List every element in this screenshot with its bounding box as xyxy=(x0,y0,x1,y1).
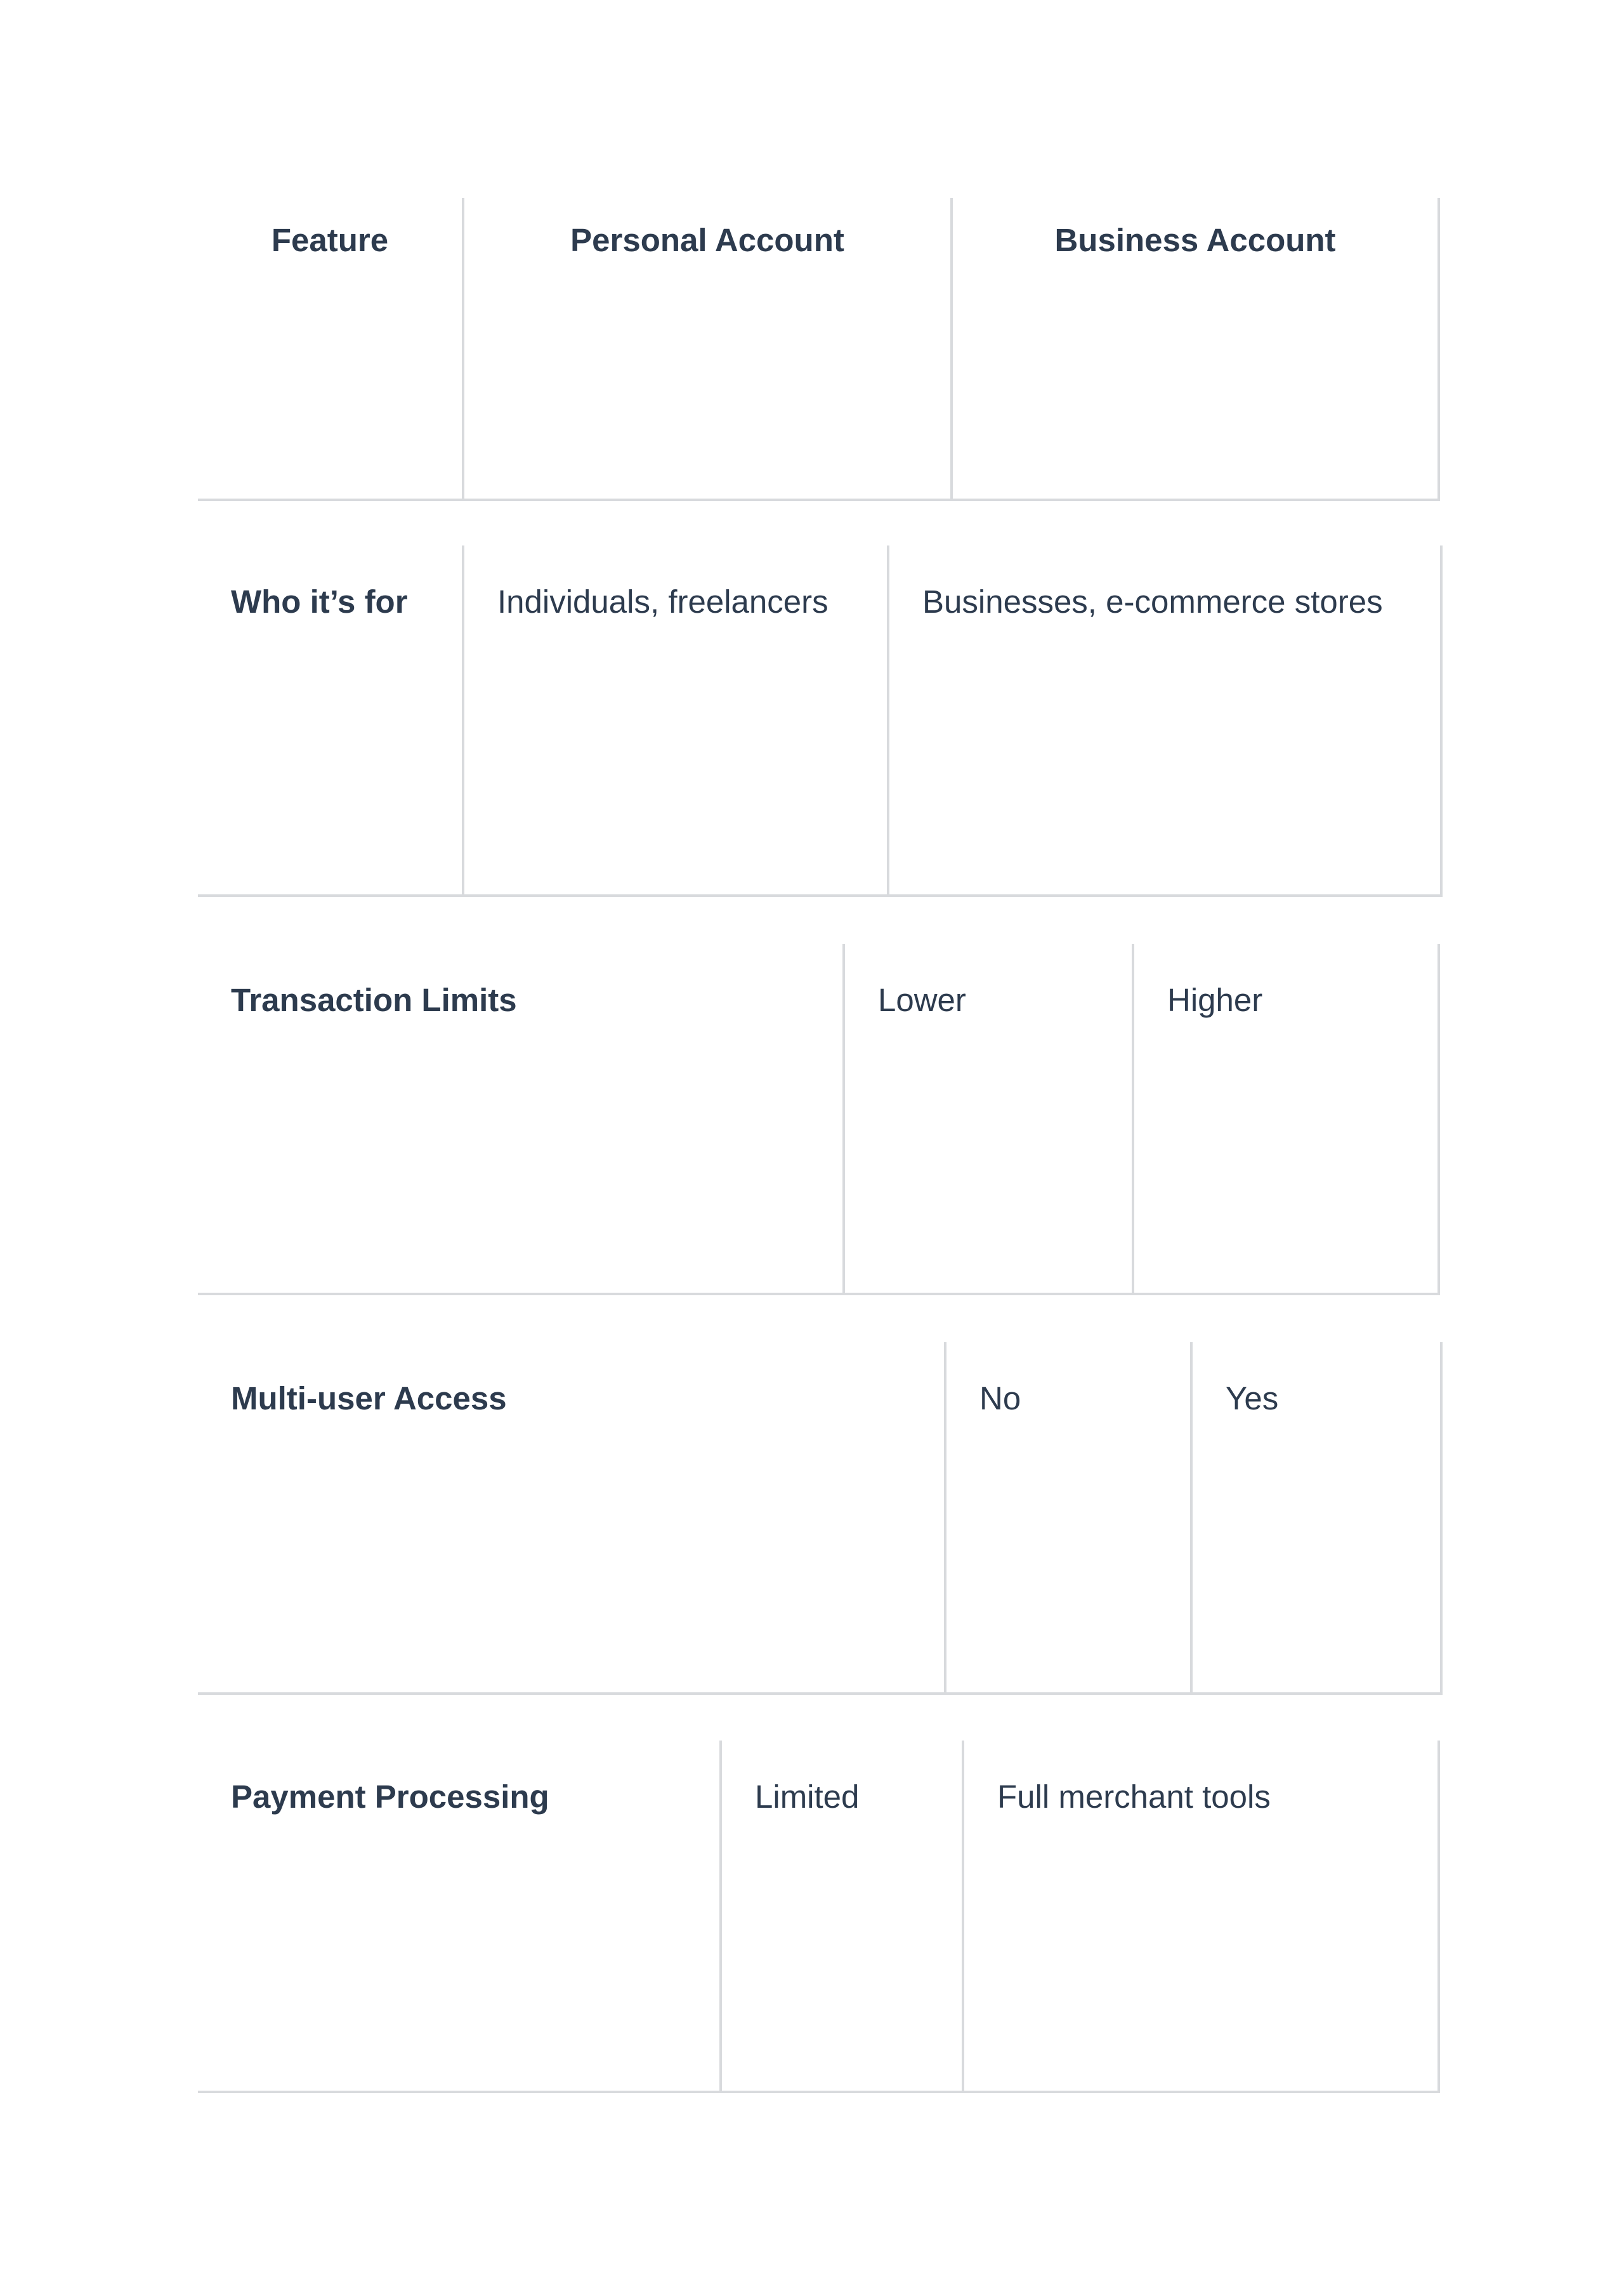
table-row xyxy=(198,1342,1443,1695)
row-business-value: Higher xyxy=(1134,944,1440,1293)
row-personal-value: Limited xyxy=(722,1741,964,2091)
header-personal-account: Personal Account xyxy=(464,198,953,499)
header-business-account: Business Account xyxy=(953,198,1440,499)
table-row xyxy=(198,944,1440,1295)
row-personal-value: No xyxy=(946,1342,1193,1692)
row-personal-value: Lower xyxy=(845,944,1134,1293)
row-personal-value: Individuals, freelancers xyxy=(464,545,889,894)
row-business-value: Yes xyxy=(1193,1342,1443,1692)
table-row xyxy=(198,1741,1440,2093)
table-row xyxy=(198,545,1443,897)
row-feature-label: Transaction Limits xyxy=(198,944,845,1293)
header-feature: Feature xyxy=(198,198,464,499)
table-header-row xyxy=(198,198,1440,501)
row-business-value: Full merchant tools xyxy=(964,1741,1440,2091)
row-feature-label: Who it’s for xyxy=(198,545,464,894)
row-feature-label: Payment Processing xyxy=(198,1741,722,2091)
row-business-value: Businesses, e-commerce stores xyxy=(889,545,1443,894)
row-feature-label: Multi-user Access xyxy=(198,1342,946,1692)
